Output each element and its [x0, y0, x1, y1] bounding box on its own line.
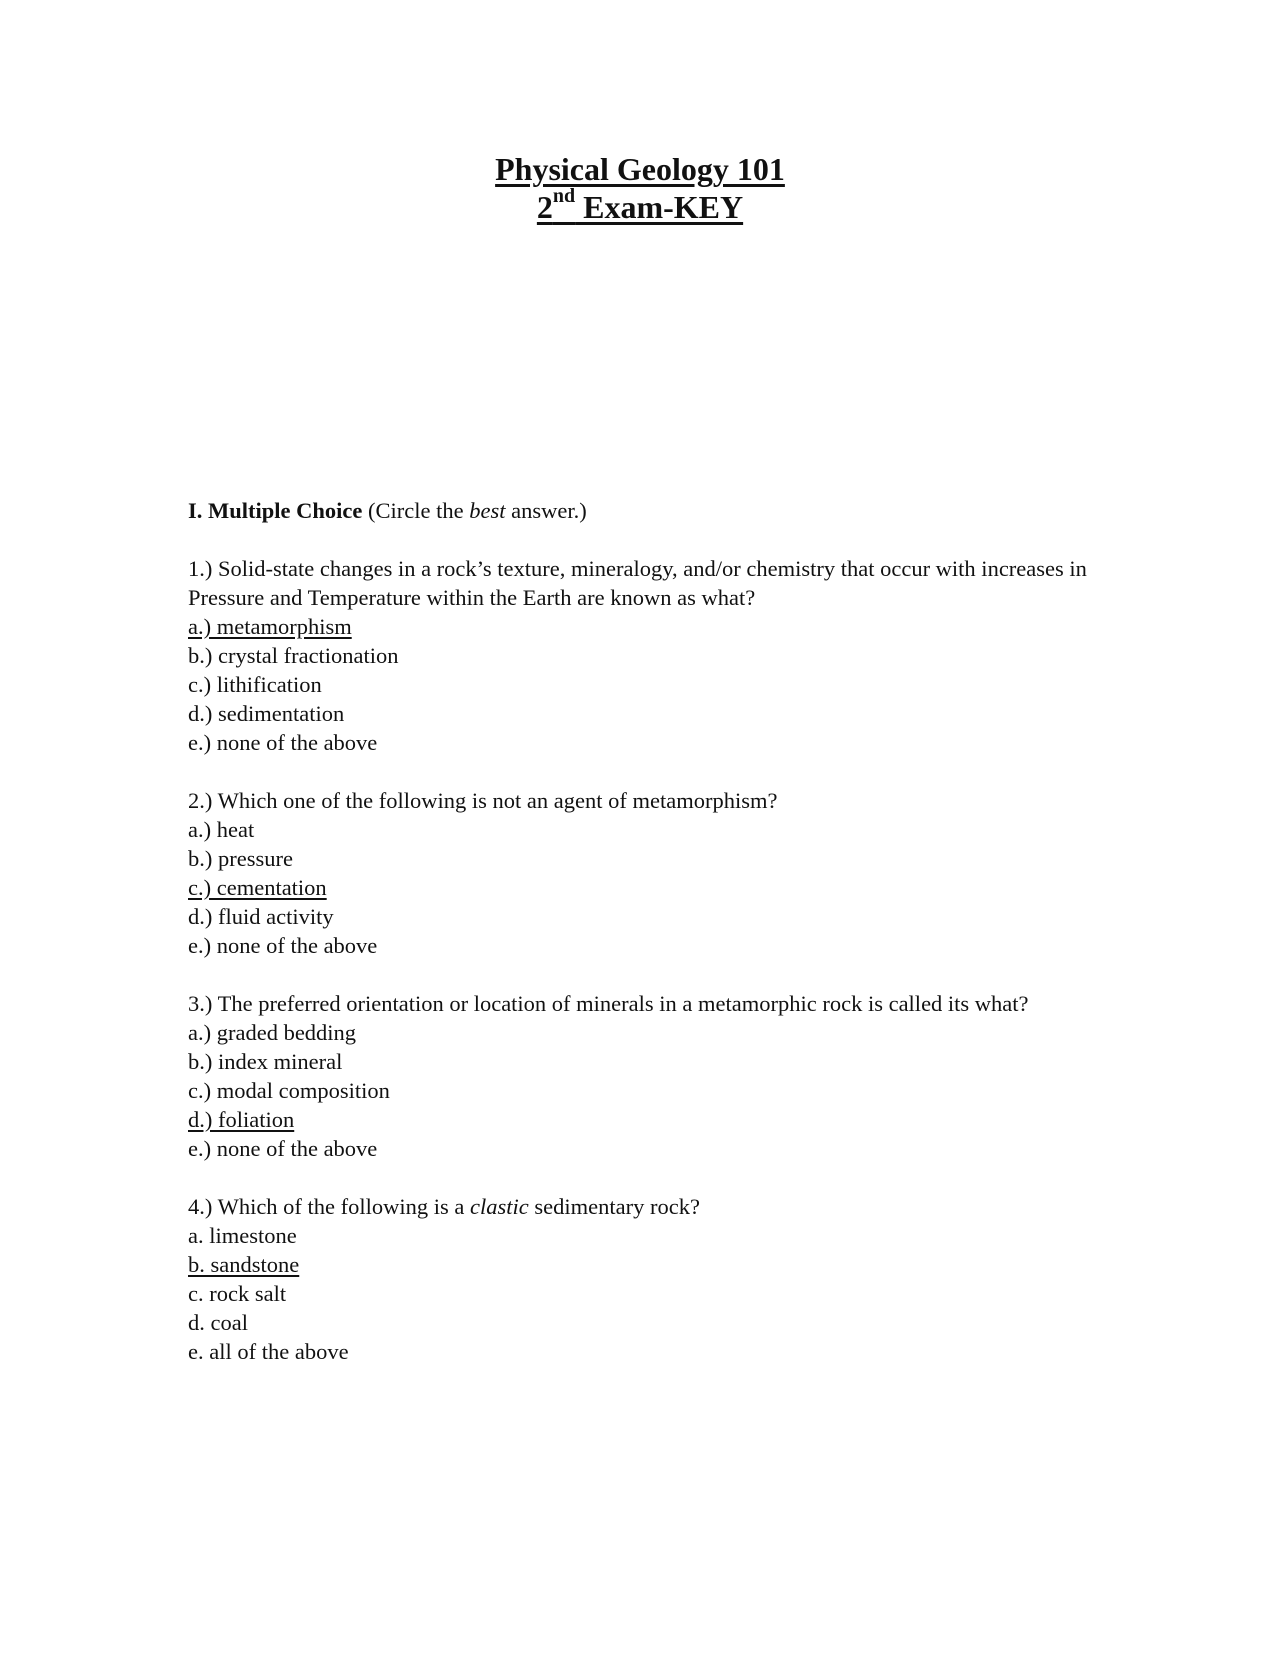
answer-option[interactable]: c.) modal composition [188, 1078, 390, 1103]
answer-option[interactable]: b.) index mineral [188, 1049, 343, 1074]
answer-option[interactable] [188, 1105, 1088, 1134]
answer-option[interactable]: e.) none of the above [188, 1136, 378, 1161]
answer-option[interactable] [188, 873, 1088, 902]
exam-label: Exam-KEY [575, 189, 744, 225]
question-4 [188, 1192, 1088, 1366]
question-prompt [188, 1192, 1088, 1221]
answer-option[interactable]: a.) graded bedding [188, 1020, 357, 1045]
answer-option[interactable]: a.) heat [188, 817, 255, 842]
instruction-pre: (Circle the [362, 498, 470, 523]
correct-answer: d.) foliation [188, 1107, 295, 1132]
answer-option[interactable]: c.) lithification [188, 672, 322, 697]
answer-option[interactable] [188, 612, 1088, 641]
correct-answer: b. sandstone [188, 1252, 300, 1277]
question-prompt: 1.) Solid-state changes in a rock’s texture, mineralogy, and/or chemistry that occur with increases in Pressure and Temperature within the Earth are known as what? [188, 556, 1087, 610]
answer-option[interactable]: d.) fluid activity [188, 904, 334, 929]
prompt-pre: 4.) Which of the following is a [188, 1194, 471, 1219]
question-prompt: 2.) Which one of the following is not an agent of metamorphism? [188, 788, 778, 813]
prompt-em: clastic [470, 1194, 529, 1219]
course-title: Physical Geology 101 [495, 151, 785, 187]
answer-option[interactable]: e.) none of the above [188, 730, 378, 755]
question-3 [188, 989, 1088, 1163]
answer-option[interactable]: b.) crystal fractionation [188, 643, 399, 668]
question-prompt: 3.) The preferred orientation or location of minerals in a metamorphic rock is called its what? [188, 991, 1029, 1016]
prompt-post: sedimentary rock? [528, 1194, 700, 1219]
answer-option[interactable]: d. coal [188, 1310, 248, 1335]
exam-number: 2 [536, 189, 553, 225]
exam-suffix: nd [552, 185, 576, 208]
instruction-em: best [469, 498, 506, 523]
exam-title [536, 185, 744, 226]
section-heading-bold: I. Multiple Choice [188, 498, 363, 523]
answer-option[interactable]: b.) pressure [188, 846, 293, 871]
title-block [0, 150, 1280, 226]
answer-option[interactable]: e.) none of the above [188, 933, 378, 958]
instruction-post: answer.) [505, 498, 587, 523]
section-heading [188, 496, 1088, 525]
answer-option[interactable]: c. rock salt [188, 1281, 287, 1306]
answer-option[interactable]: e. all of the above [188, 1339, 349, 1364]
answer-option[interactable]: a. limestone [188, 1223, 297, 1248]
exam-content [188, 496, 1088, 1366]
answer-option[interactable]: d.) sedimentation [188, 701, 345, 726]
question-2 [188, 786, 1088, 960]
correct-answer: a.) metamorphism [188, 614, 352, 639]
answer-option[interactable] [188, 1250, 1088, 1279]
question-1 [188, 554, 1088, 757]
correct-answer: c.) cementation [188, 875, 327, 900]
